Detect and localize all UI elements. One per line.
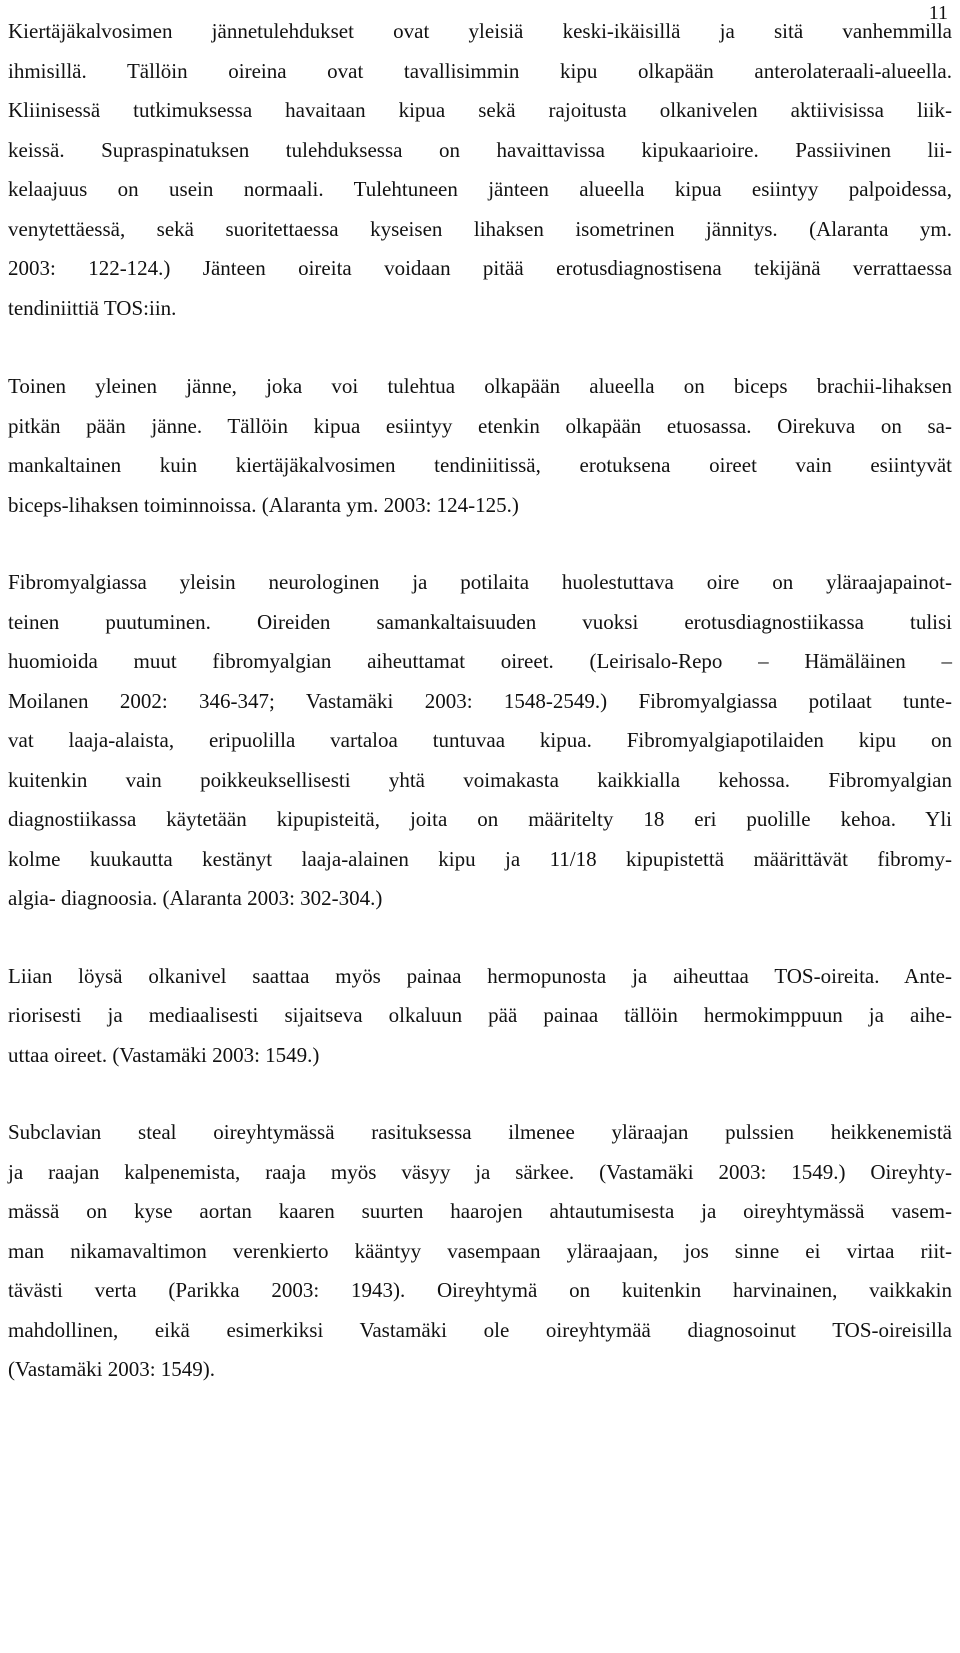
body-text [8, 12, 952, 1390]
text-line: Liian löysä olkanivel saattaa myös painaa hermopunosta ja aiheuttaa TOS-oireita. Ante- [8, 963, 952, 988]
text-line: Fibromyalgiassa yleisin neurologinen ja potilaita huolestuttava oire on yläraajapainot- [8, 570, 952, 594]
text-line: tendiniittiä TOS:iin. [8, 295, 177, 320]
text-line: riorisesti ja mediaalisesti sijaitseva olkaluun pää painaa tällöin hermokimppuun ja aihe- [8, 1003, 952, 1027]
text-line: Kiertäjäkalvosimen jännetulehdukset ovat yleisiä keski-ikäisillä ja sitä vanhemmilla [8, 19, 952, 43]
text-line: pitkän pään jänne. Tällöin kipua esiintyy etenkin olkapään etuosassa. Oirekuva on sa- [8, 413, 952, 438]
text-line: mässä on kyse aortan kaaren suurten haarojen ahtautumisesta ja oireyhtymässä vasem- [8, 1199, 952, 1223]
text-line: kolme kuukautta kestänyt laaja-alainen kipu ja 11/18 kipupistettä määrittävät fibromy- [8, 846, 952, 871]
text-line: mahdollinen, eikä esimerkiksi Vastamäki ole oireyhtymää diagnosoinut TOS-oireisilla [8, 1317, 952, 1342]
text-line: 2003: 122-124.) Jänteen oireita voidaan pitää erotusdiagnostisena tekijänä verrattaessa [8, 256, 952, 280]
text-line: tävästi verta (Parikka 2003: 1943). Oireyhtymä on kuitenkin harvinainen, vaikkakin [8, 1278, 952, 1302]
text-line: mankaltainen kuin kiertäjäkalvosimen tendiniitissä, erotuksena oireet vain esiintyvät [8, 453, 952, 477]
text-line: uttaa oireet. (Vastamäki 2003: 1549.) [8, 1042, 320, 1067]
text-line: Moilanen 2002: 346-347; Vastamäki 2003: 1548-2549.) Fibromyalgiassa potilaat tunte- [8, 688, 952, 713]
text-line: kelaajuus on usein normaali. Tulehtuneen jänteen alueella kipua esiintyy palpoidessa, [8, 177, 952, 201]
text-line: algia- diagnoosia. (Alaranta 2003: 302-304.) [8, 886, 383, 910]
paragraph-loose-shoulder [8, 957, 952, 1076]
text-line: biceps-lihaksen toiminnoissa. (Alaranta ym. 2003: 124-125.) [8, 492, 519, 517]
text-line: ja raajan kalpenemista, raaja myös väsyy ja särkee. (Vastamäki 2003: 1549.) Oireyhty- [8, 1159, 952, 1184]
text-line: keissä. Supraspinatuksen tulehduksessa on havaittavissa kipukaarioire. Passiivinen lii- [8, 137, 952, 162]
text-line: Kliinisessä tutkimuksessa havaitaan kipua sekä rajoitusta olkanivelen aktiivisissa liik- [8, 98, 952, 122]
text-line: vat laaja-alaista, eripuolilla vartaloa tuntuvaa kipua. Fibromyalgiapotilaiden kipu on [8, 728, 952, 752]
text-line: Subclavian steal oireyhtymässä rasituksessa ilmenee yläraajan pulssien heikkenemistä [8, 1120, 952, 1144]
paragraph-tendinitis [8, 12, 952, 328]
text-line: teinen puutuminen. Oireiden samankaltaisuuden vuoksi erotusdiagnostiikassa tulisi [8, 609, 952, 634]
paragraph-biceps [8, 367, 952, 525]
text-line: kuitenkin vain poikkeuksellisesti yhtä voimakasta kaikkialla kehossa. Fibromyalgian [8, 767, 952, 792]
text-line: venytettäessä, sekä suoritettaessa kyseisen lihaksen isometrinen jännitys. (Alaranta ym. [8, 216, 952, 241]
paragraph-subclavian-steal [8, 1113, 952, 1390]
text-line: man nikamavaltimon verenkierto kääntyy vasempaan yläraajaan, jos sinne ei virtaa riit- [8, 1238, 952, 1263]
text-line: diagnostiikassa käytetään kipupisteitä, joita on määritelty 18 eri puolille kehoa. Yli [8, 807, 952, 831]
paragraph-fibromyalgia [8, 563, 952, 919]
text-line: (Vastamäki 2003: 1549). [8, 1357, 216, 1381]
text-line: Toinen yleinen jänne, joka voi tulehtua olkapään alueella on biceps brachii-lihaksen [8, 374, 952, 398]
page-number: 11 [928, 2, 948, 24]
text-line: ihmisillä. Tällöin oireina ovat tavallisimmin kipu olkapään anterolateraali-alueella. [8, 58, 952, 83]
text-line: huomioida muut fibromyalgian aiheuttamat oireet. (Leirisalo-Repo – Hämäläinen – [8, 649, 952, 673]
